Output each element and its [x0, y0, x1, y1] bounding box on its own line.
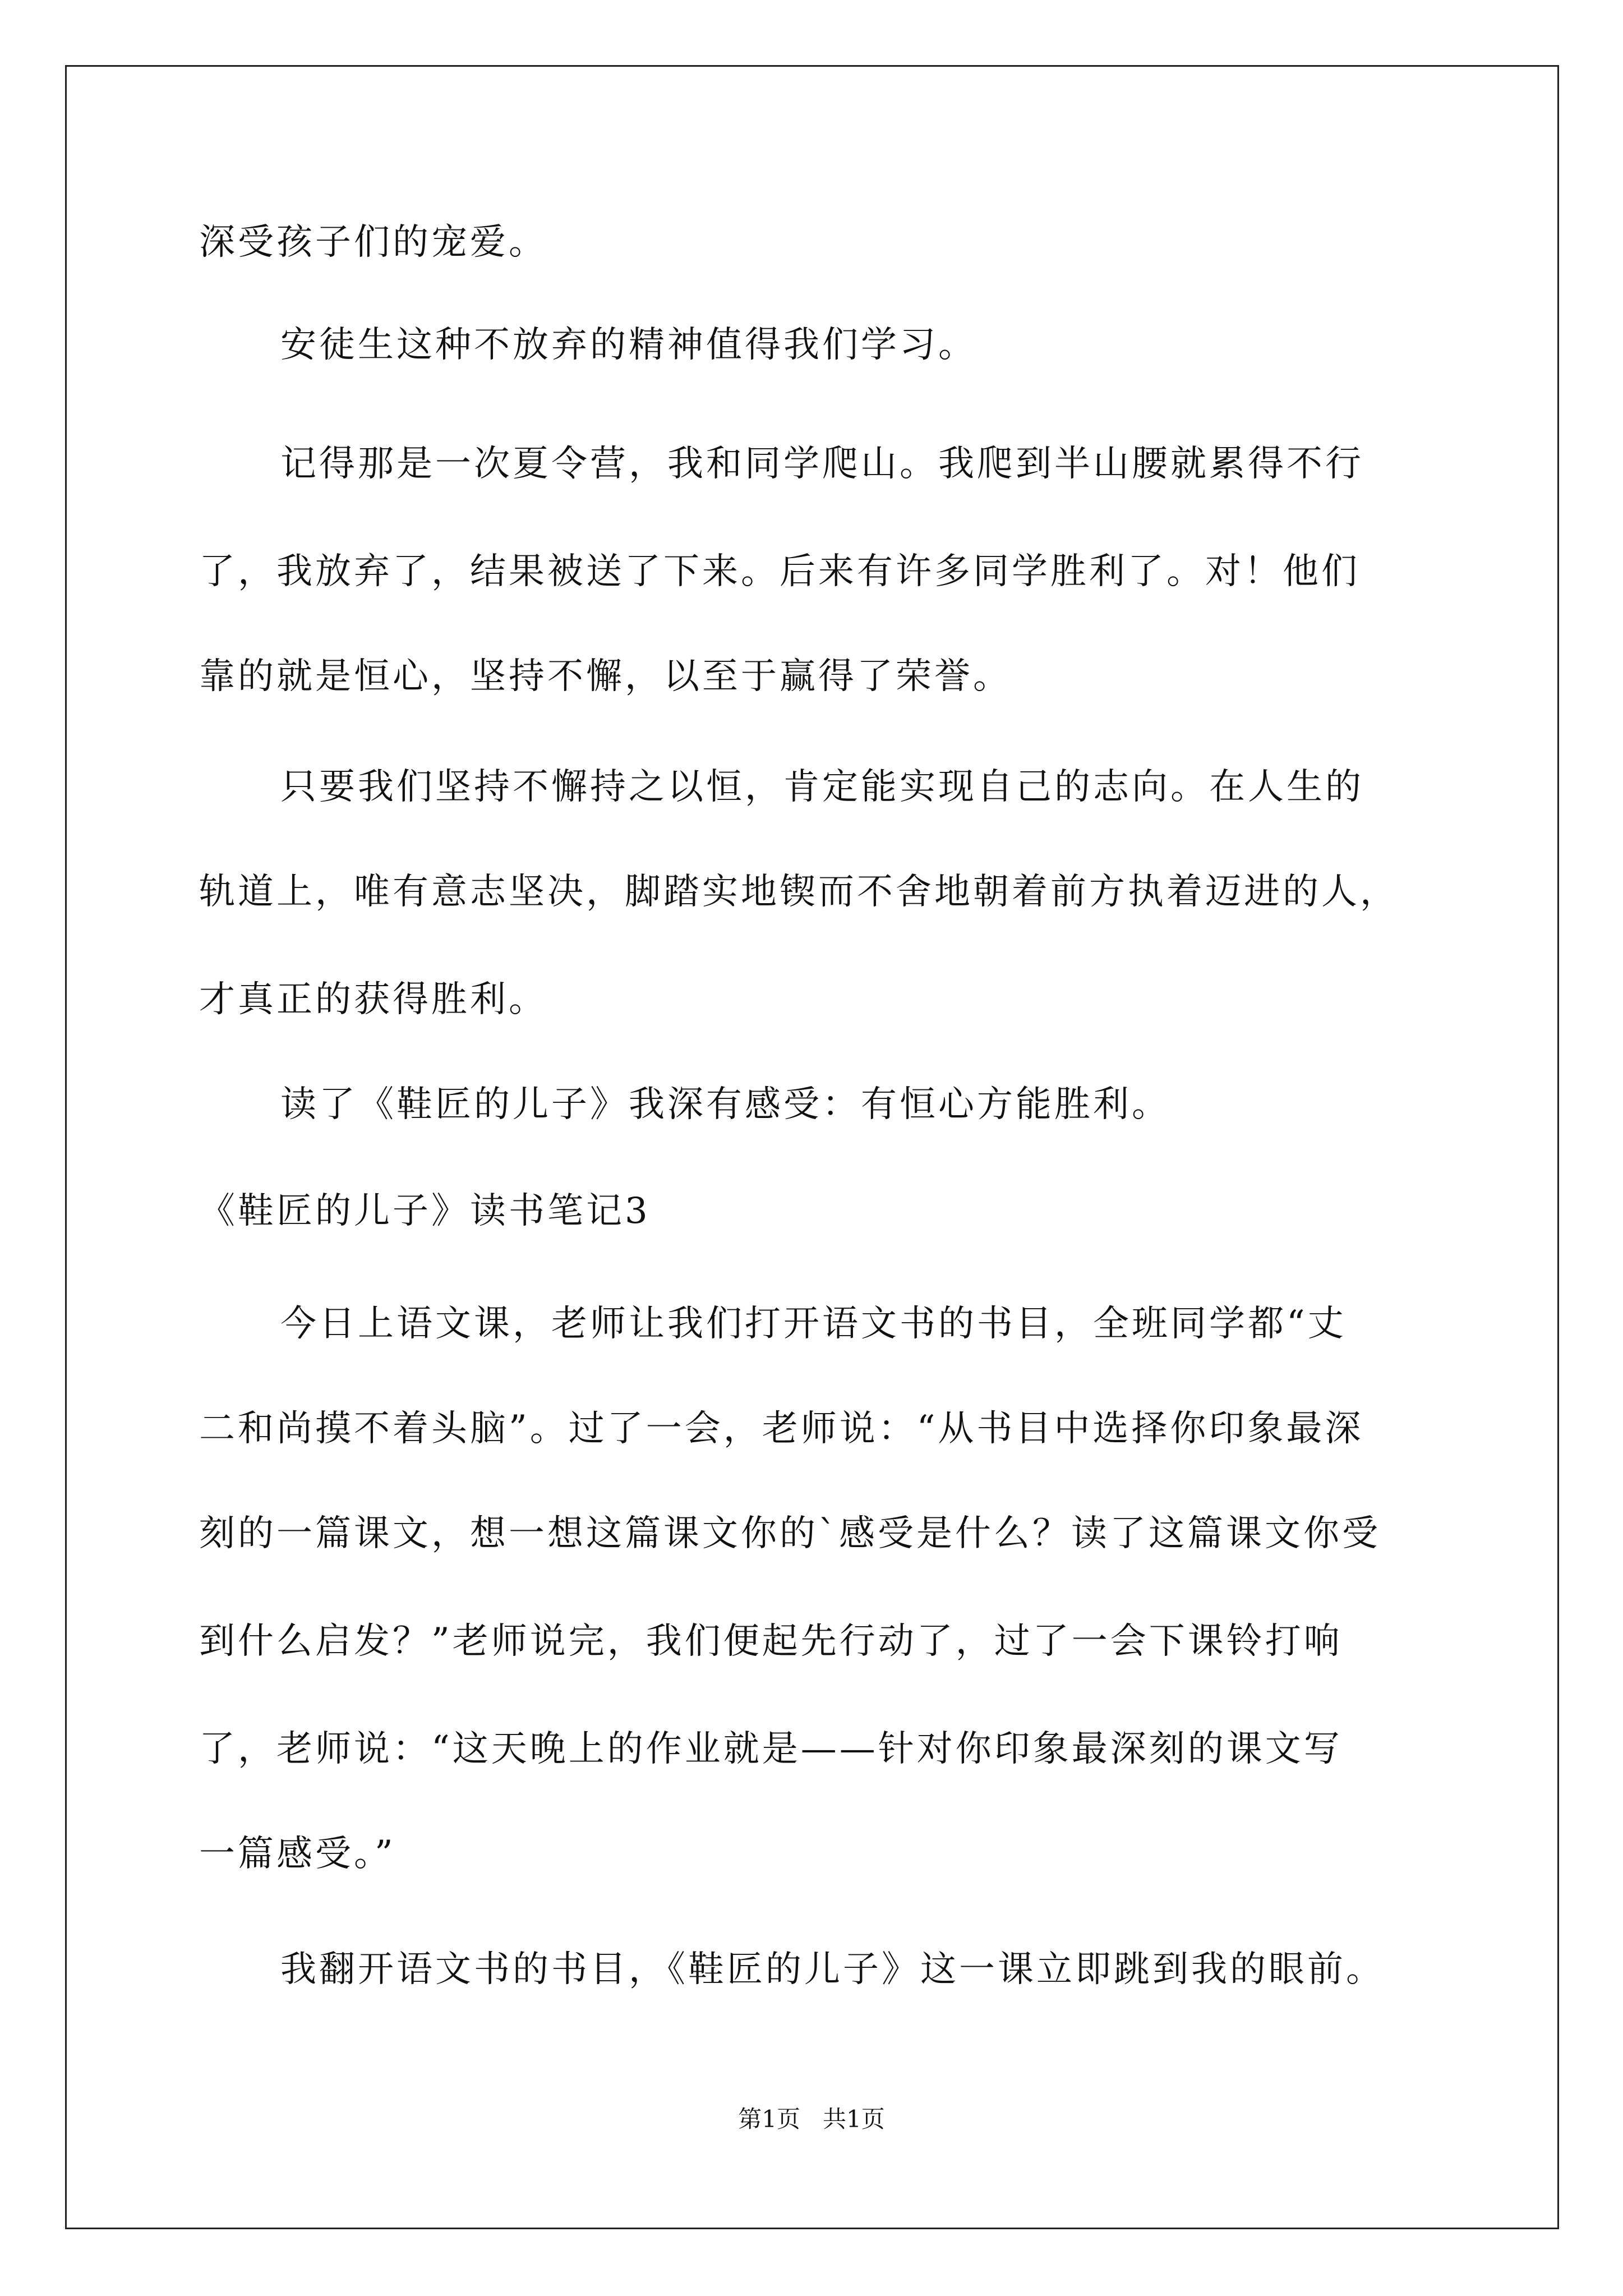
text-line: 深受孩子们的宠爱。	[199, 222, 547, 263]
text-line: 一篇感受。”	[199, 1833, 396, 1875]
text-line: 轨道上，唯有意志坚决，脚踏实地锲而不舍地朝着前方执着迈进的人，	[199, 871, 1399, 913]
page-border	[65, 65, 1559, 2229]
section-heading: 《鞋匠的儿子》读书笔记3	[199, 1190, 651, 1232]
text-line: 今日上语文课，老师让我们打开语文书的书目，全班同学都“丈	[280, 1303, 1347, 1345]
page-number-footer: 第1页 共1页	[738, 2105, 885, 2133]
text-line: 靠的就是恒心，坚持不懈，以至于赢得了荣誉。	[199, 656, 1012, 697]
text-line: 记得那是一次夏令营，我和同学爬山。我爬到半山腰就累得不行	[280, 443, 1364, 485]
text-line: 我翻开语文书的书目，《鞋匠的儿子》这一课立即跳到我的眼前。	[280, 1949, 1385, 1990]
text-line: 了，我放弃了，结果被送了下来。后来有许多同学胜利了。对！他们	[199, 551, 1360, 592]
text-line: 只要我们坚持不懈持之以恒，肯定能实现自己的志向。在人生的	[280, 766, 1364, 808]
text-line: 刻的一篇课文，想一想这篇课文你的`感受是什么？读了这篇课文你受	[199, 1513, 1381, 1554]
text-line: 了，老师说：“这天晚上的作业就是——针对你印象最深刻的课文写	[199, 1728, 1343, 1770]
text-line: 安徒生这种不放弃的精神值得我们学习。	[280, 324, 977, 366]
text-line: 到什么启发？”老师说完，我们便起先行动了，过了一会下课铃打响	[199, 1621, 1343, 1662]
text-line: 读了《鞋匠的儿子》我深有感受：有恒心方能胜利。	[280, 1084, 1170, 1125]
text-line: 才真正的获得胜利。	[199, 979, 547, 1020]
text-line: 二和尚摸不着头脑”。过了一会，老师说：“从书目中选择你印象最深	[199, 1408, 1364, 1450]
